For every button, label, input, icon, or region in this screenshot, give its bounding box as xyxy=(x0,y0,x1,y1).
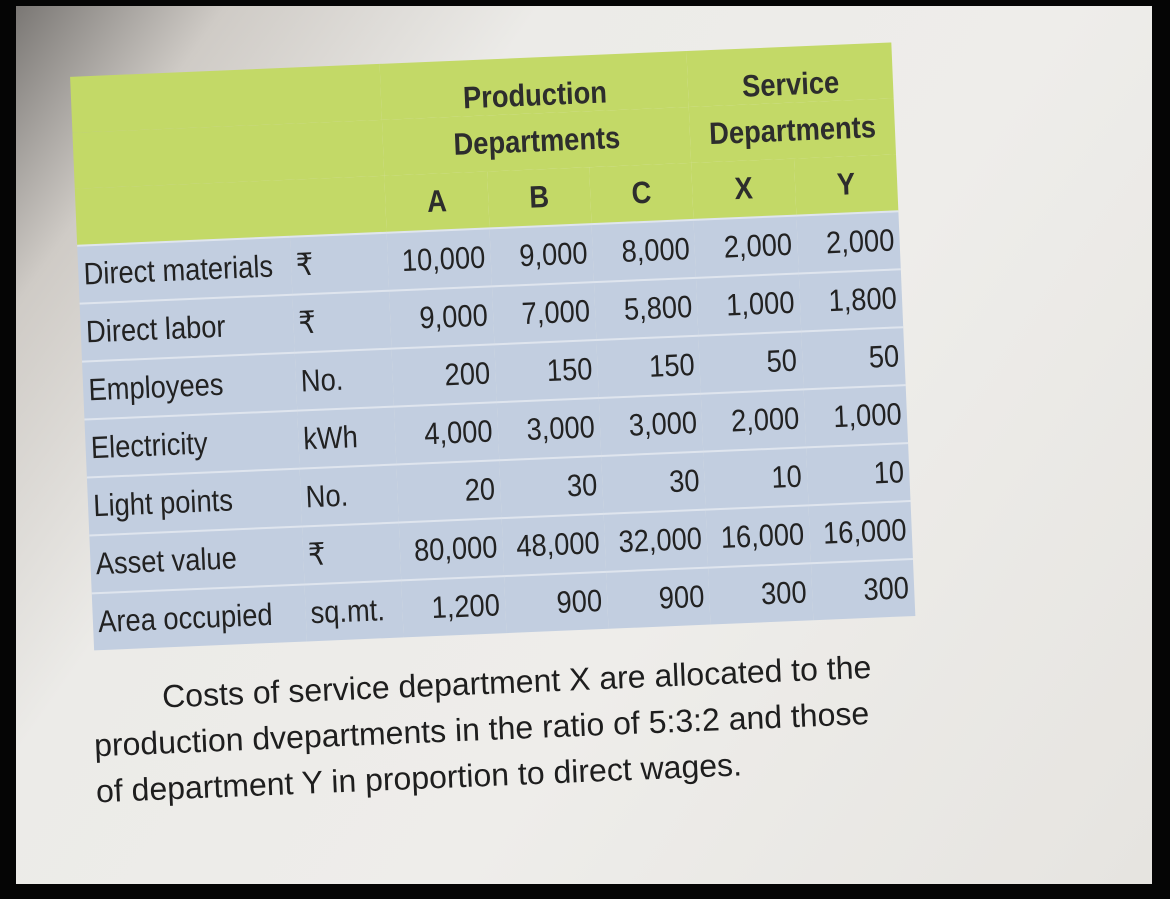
cell-y: 2,000 xyxy=(796,211,901,273)
cell-y: 16,000 xyxy=(808,501,913,563)
cell-x: 50 xyxy=(699,331,804,393)
row-label: Direct labor xyxy=(80,295,295,362)
cell-a: 1,200 xyxy=(402,576,507,637)
row-unit: kWh xyxy=(297,407,397,469)
cell-c: 5,800 xyxy=(594,278,699,340)
cell-x: 2,000 xyxy=(694,216,799,278)
column-header-c: C xyxy=(589,163,694,224)
production-header-line2: Departments xyxy=(382,107,691,176)
data-table xyxy=(70,42,915,650)
cell-a: 200 xyxy=(392,344,497,406)
cell-a: 4,000 xyxy=(394,402,499,464)
cell-y: 1,800 xyxy=(798,269,903,331)
cell-x: 300 xyxy=(708,563,813,624)
cell-y: 50 xyxy=(801,327,906,389)
production-header: Production xyxy=(380,51,689,120)
book-page xyxy=(16,6,1152,884)
row-unit: ₹ xyxy=(292,291,392,353)
cell-a: 9,000 xyxy=(389,286,494,348)
cell-a: 20 xyxy=(397,460,502,522)
paragraph-line-1: Costs of service department X are allocated to the xyxy=(161,648,872,715)
cell-c: 8,000 xyxy=(592,220,697,282)
cell-y: 10 xyxy=(806,443,911,505)
service-header: Service xyxy=(687,42,894,107)
row-unit: ₹ xyxy=(302,522,402,584)
row-unit: No. xyxy=(299,465,399,527)
cell-b: 150 xyxy=(494,340,599,402)
row-label: Electricity xyxy=(84,411,299,478)
cell-x: 16,000 xyxy=(706,505,811,567)
cell-x: 2,000 xyxy=(701,389,806,451)
service-header-line2: Departments xyxy=(689,98,896,163)
row-label: Direct materials xyxy=(77,237,292,304)
column-header-x: X xyxy=(691,159,796,220)
row-unit: No. xyxy=(294,349,394,411)
cell-b: 900 xyxy=(504,572,609,633)
row-unit: ₹ xyxy=(290,233,390,295)
cell-y: 1,000 xyxy=(803,385,908,447)
cell-y: 300 xyxy=(811,559,916,620)
photo-frame xyxy=(16,6,1152,884)
cell-c: 30 xyxy=(601,452,706,514)
cell-c: 900 xyxy=(606,568,711,629)
cell-x: 1,000 xyxy=(696,274,801,336)
allocation-paragraph xyxy=(91,634,1106,814)
row-label: Area occupied xyxy=(92,585,307,651)
column-header-b: B xyxy=(487,167,592,228)
cell-b: 3,000 xyxy=(497,398,602,460)
row-label: Employees xyxy=(82,353,297,420)
column-header-a: A xyxy=(385,171,490,232)
row-label: Asset value xyxy=(89,527,304,594)
column-header-y: Y xyxy=(794,154,899,215)
row-unit: sq.mt. xyxy=(304,580,404,641)
row-label: Light points xyxy=(87,469,302,536)
cell-a: 10,000 xyxy=(387,228,492,290)
cell-b: 48,000 xyxy=(501,514,606,576)
cell-b: 7,000 xyxy=(492,282,597,344)
cell-b: 9,000 xyxy=(489,224,594,286)
cell-c: 150 xyxy=(596,336,701,398)
paragraph-line-3: of department Y in proportion to direct wages. xyxy=(95,746,743,810)
cell-c: 32,000 xyxy=(604,510,709,572)
cell-c: 3,000 xyxy=(599,394,704,456)
cell-x: 10 xyxy=(704,447,809,509)
cell-a: 80,000 xyxy=(399,518,504,580)
cell-b: 30 xyxy=(499,456,604,518)
paragraph-line-2: production dvepartments in the ratio of 5:3:2 and those xyxy=(93,694,870,764)
